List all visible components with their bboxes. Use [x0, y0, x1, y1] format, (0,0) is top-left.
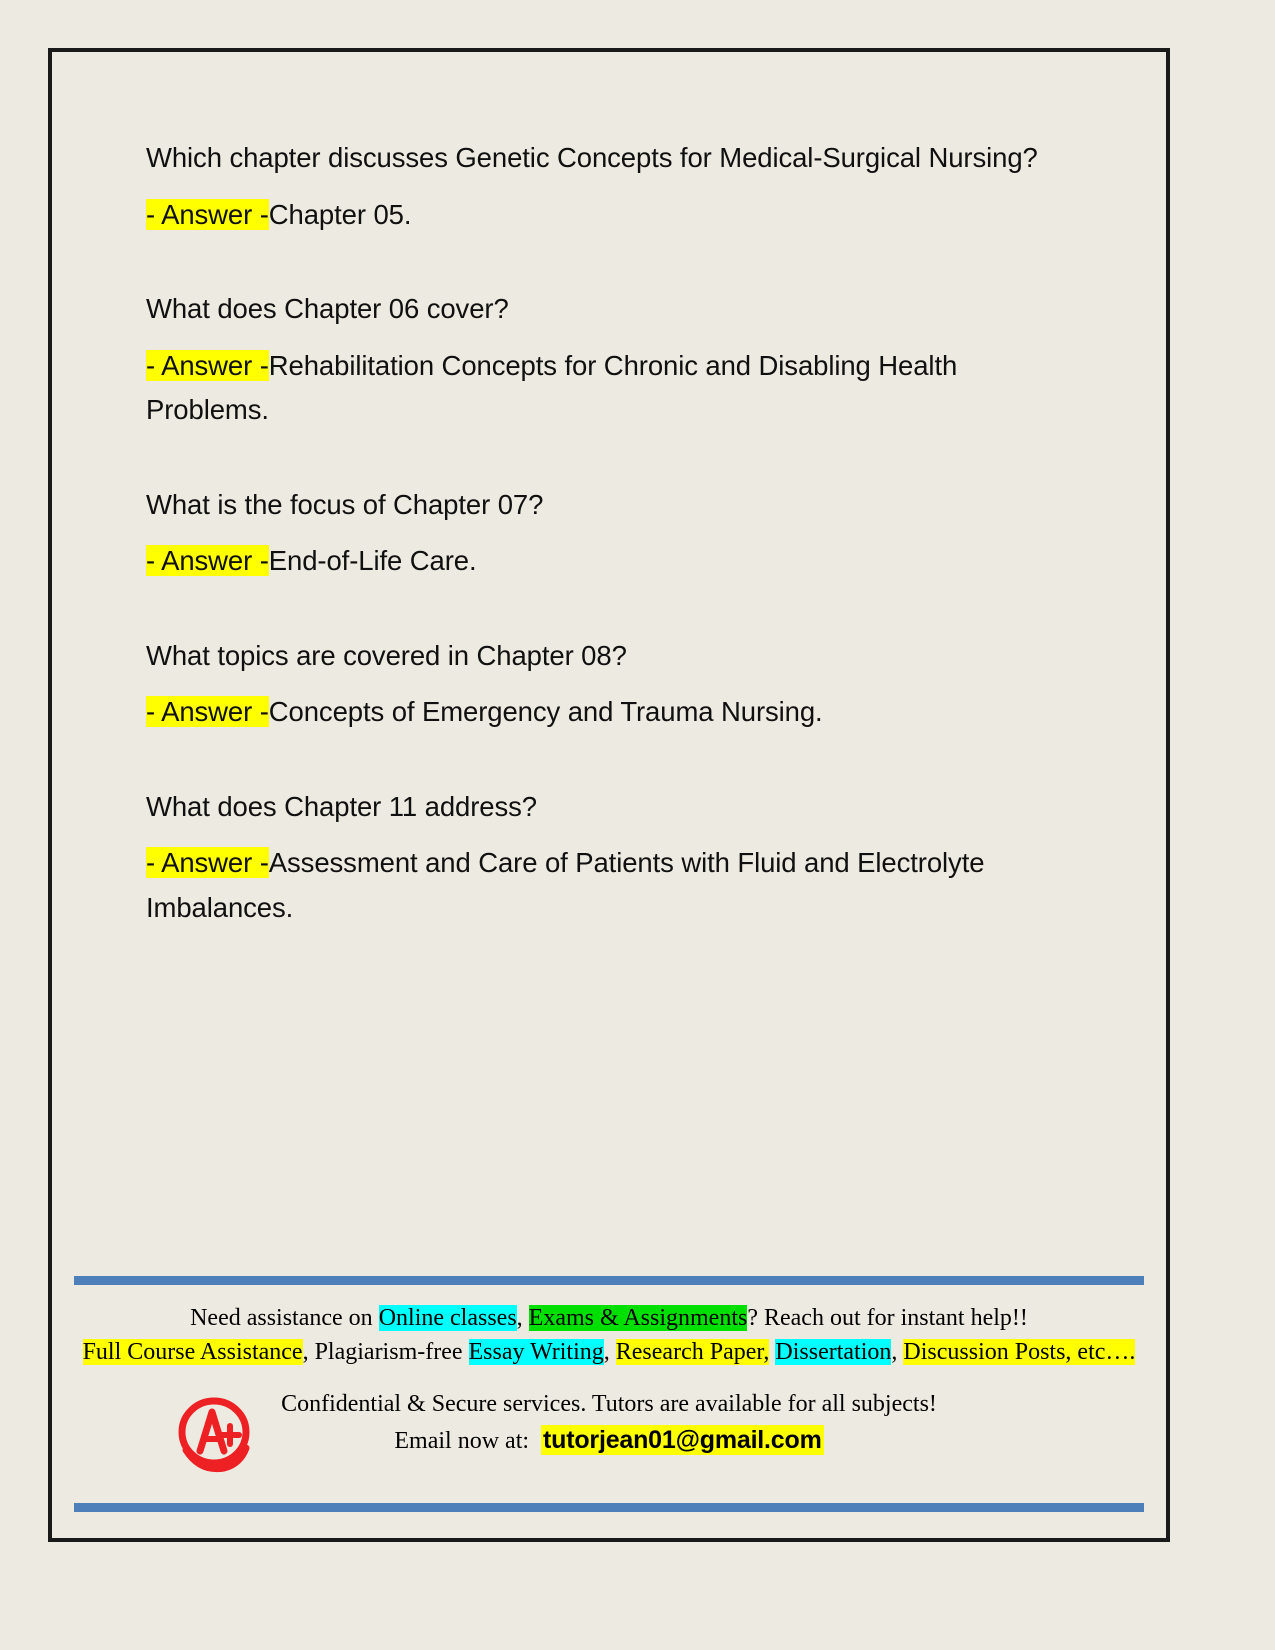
answer-tag-highlight: - Answer -: [146, 349, 269, 381]
answer-text: Rehabilitation Concepts for Chronic and Disabling Health Problems.: [146, 349, 958, 426]
qa-block: [146, 634, 1046, 735]
answer-text: End-of-Life Care.: [268, 545, 477, 577]
qa-block: [146, 785, 1046, 931]
email-line: [52, 1426, 1166, 1455]
qa-block: [146, 483, 1046, 584]
promo-highlight-dissertation: Dissertation: [775, 1339, 892, 1365]
promo-text: ? Reach out for instant help!!: [747, 1305, 1028, 1331]
promo-text: ,: [603, 1339, 616, 1365]
footer-contact-block: [52, 1391, 1166, 1455]
promo-highlight-full-course-assistance: Full Course Assistance: [82, 1339, 303, 1365]
promo-text: ,: [891, 1339, 904, 1365]
answer-text: Chapter 05.: [268, 198, 412, 230]
promo-highlight-exams-assignments: Exams & Assignments: [528, 1305, 748, 1331]
qa-block: [146, 136, 1046, 237]
question-text: What does Chapter 11 address?: [146, 790, 537, 822]
email-address[interactable]: tutorjean01@gmail.com: [543, 1426, 822, 1454]
question-text: What does Chapter 06 cover?: [146, 293, 509, 325]
question-text: What topics are covered in Chapter 08?: [146, 639, 627, 671]
question-text: Which chapter discusses Genetic Concepts for Medical-Surgical Nursing?: [146, 142, 1038, 173]
answer-tag-highlight: - Answer -: [146, 847, 269, 879]
question-text: What is the focus of Chapter 07?: [146, 488, 544, 520]
answer-tag-highlight: - Answer -: [146, 198, 269, 230]
answer-text: Concepts of Emergency and Trauma Nursing.: [268, 696, 823, 728]
promo-services-line-2: [52, 1339, 1166, 1366]
qa-content-area: [146, 136, 1046, 931]
answer-line: [146, 539, 1046, 584]
footer-divider-bottom: [74, 1503, 1144, 1512]
answer-tag-highlight: - Answer -: [146, 696, 269, 728]
answer-line: [146, 193, 1046, 238]
promo-highlight-research-paper: Research Paper,: [615, 1339, 770, 1365]
document-page-frame: [48, 48, 1170, 1542]
confidential-notice: Confidential & Secure services. Tutors are available for all subjects!: [281, 1391, 937, 1417]
answer-line: [146, 344, 1046, 433]
promo-highlight-online-classes: Online classes: [378, 1305, 517, 1331]
promo-footer: [52, 1263, 1166, 1538]
qa-block: [146, 287, 1046, 433]
answer-line: [146, 690, 1046, 735]
email-label: Email now at:: [394, 1428, 530, 1454]
footer-divider-top: [74, 1276, 1144, 1285]
answer-tag-highlight: - Answer -: [146, 545, 269, 577]
answer-line: [146, 841, 1046, 930]
promo-text: Need assistance on: [190, 1305, 379, 1331]
promo-highlight-essay-writing: Essay Writing: [468, 1339, 604, 1365]
promo-services-line-1: [52, 1305, 1166, 1332]
promo-highlight-discussion-posts: Discussion Posts, etc….: [903, 1339, 1136, 1365]
promo-text: ,: [516, 1305, 529, 1331]
answer-text: Assessment and Care of Patients with Fluid and Electrolyte Imbalances.: [146, 847, 985, 924]
promo-text: , Plagiarism-free: [302, 1339, 469, 1365]
